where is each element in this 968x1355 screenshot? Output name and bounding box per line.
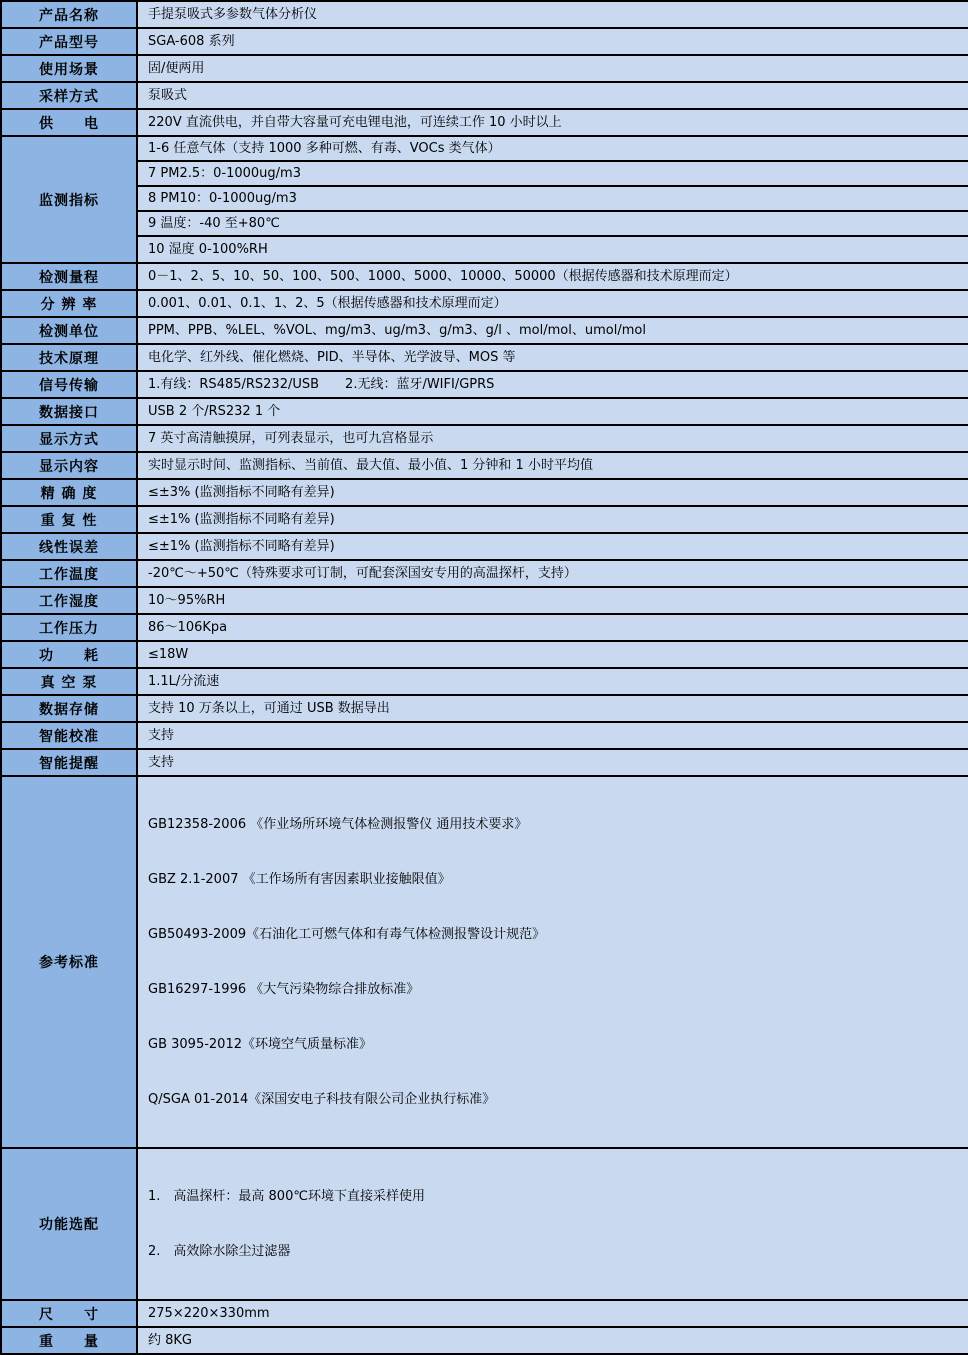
spec-row-smart-reminder [2, 750, 968, 777]
optional-feature-item: 2. 高效除水除尘过滤器 [148, 1243, 291, 1259]
row-value: PPM、PPB、%LEL、%VOL、mg/m3、ug/m3、g/m3、g/l 、mol/mol、umol/mol [138, 318, 968, 343]
row-label: 参考标准 [2, 777, 138, 1147]
spec-row-accuracy [2, 480, 968, 507]
spec-row-linearity-error [2, 534, 968, 561]
row-label: 功能选配 [2, 1149, 138, 1299]
reference-standard-item: Q/SGA 01-2014《深国安电子科技有限公司企业执行标准》 [148, 1091, 496, 1107]
spec-row-data-storage [2, 696, 968, 723]
reference-standard-item: GB16297-1996 《大气污染物综合排放标准》 [148, 981, 420, 997]
spec-row-reference-standards [2, 777, 968, 1149]
spec-row-data-interface [2, 399, 968, 426]
row-value: 7 英寸高清触摸屏，可列表显示，也可九宫格显示 [138, 426, 968, 451]
reference-standard-item: GBZ 2.1-2007 《工作场所有害因素职业接触限值》 [148, 871, 451, 887]
spec-row-resolution [2, 291, 968, 318]
row-value: 1.1L/分流速 [138, 669, 968, 694]
row-label: 线性误差 [2, 534, 138, 559]
monitoring-indicator-item: 8 PM10：0-1000ug/m3 [138, 187, 968, 212]
row-value: 275×220×330mm [138, 1301, 968, 1326]
spec-row-monitoring-indicators [2, 137, 968, 264]
reference-standard-item: GB50493-2009《石油化工可燃气体和有毒气体检测报警设计规范》 [148, 926, 546, 942]
row-label: 显示方式 [2, 426, 138, 451]
row-label: 重 复 性 [2, 507, 138, 532]
row-value: -20℃～+50℃（特殊要求可订制，可配套深国安专用的高温探杆，支持） [138, 561, 968, 586]
row-label: 数据存储 [2, 696, 138, 721]
row-value: 手提泵吸式多参数气体分析仪 [138, 2, 968, 27]
row-label: 精 确 度 [2, 480, 138, 505]
spec-row-display-content [2, 453, 968, 480]
spec-row-vacuum-pump [2, 669, 968, 696]
spec-row-power [2, 110, 968, 137]
spec-row-working-humidity [2, 588, 968, 615]
row-label: 检测量程 [2, 264, 138, 289]
optional-feature-item: 1. 高温探杆：最高 800℃环境下直接采样使用 [148, 1188, 425, 1204]
spec-row-detection-range [2, 264, 968, 291]
row-value: ≤±1% (监测指标不同略有差异) [138, 534, 968, 559]
row-label: 数据接口 [2, 399, 138, 424]
row-label: 工作压力 [2, 615, 138, 640]
monitoring-indicator-item: 10 湿度 0-100%RH [148, 242, 268, 257]
row-label: 信号传输 [2, 372, 138, 397]
row-label: 真 空 泵 [2, 669, 138, 694]
row-value: 固/便两用 [138, 56, 968, 81]
optional-feature-list [138, 1149, 968, 1299]
spec-row-smart-calibration [2, 723, 968, 750]
spec-row-detection-unit [2, 318, 968, 345]
row-value: 220V 直流供电，并自带大容量可充电锂电池，可连续工作 10 小时以上 [138, 110, 968, 135]
row-value: 实时显示时间、监测指标、当前值、最大值、最小值、1 分钟和 1 小时平均值 [138, 453, 968, 478]
row-label: 功 耗 [2, 642, 138, 667]
spec-row-display-mode [2, 426, 968, 453]
spec-row-product-name [2, 2, 968, 29]
row-value: SGA-608 系列 [138, 29, 968, 54]
row-value: 86～106Kpa [138, 615, 968, 640]
row-label: 智能提醒 [2, 750, 138, 775]
row-label: 分 辨 率 [2, 291, 138, 316]
row-value: 约 8KG [138, 1328, 968, 1353]
row-label: 工作湿度 [2, 588, 138, 613]
row-value: 0.001、0.01、0.1、1、2、5（根据传感器和技术原理而定） [138, 291, 968, 316]
row-value: 电化学、红外线、催化燃烧、PID、半导体、光学波导、MOS 等 [138, 345, 968, 370]
reference-standard-item: GB 3095-2012《环境空气质量标准》 [148, 1036, 372, 1052]
row-value: USB 2 个/RS232 1 个 [138, 399, 968, 424]
monitoring-indicator-item: 7 PM2.5：0-1000ug/m3 [138, 162, 968, 187]
row-label: 重 量 [2, 1328, 138, 1353]
row-label: 产品名称 [2, 2, 138, 27]
spec-row-sampling [2, 83, 968, 110]
row-value: ≤±1% (监测指标不同略有差异) [138, 507, 968, 532]
row-label: 工作温度 [2, 561, 138, 586]
spec-row-optional-features [2, 1149, 968, 1301]
row-label: 显示内容 [2, 453, 138, 478]
spec-row-dimensions [2, 1301, 968, 1328]
row-label: 尺 寸 [2, 1301, 138, 1326]
row-value: 1.有线：RS485/RS232/USB 2.无线：蓝牙/WIFI/GPRS [138, 372, 968, 397]
monitoring-indicator-item: 1-6 任意气体（支持 1000 多种可燃、有毒、VOCs 类气体） [138, 137, 968, 162]
row-value: 0－1、2、5、10、50、100、500、1000、5000、10000、50000（根据传感器和技术原理而定） [138, 264, 968, 289]
spec-row-weight [2, 1328, 968, 1355]
row-label: 智能校准 [2, 723, 138, 748]
row-value: 支持 10 万条以上，可通过 USB 数据导出 [138, 696, 968, 721]
spec-row-model [2, 29, 968, 56]
reference-standard-item: GB12358-2006 《作业场所环境气体检测报警仪 通用技术要求》 [148, 816, 528, 832]
spec-row-usage-scene [2, 56, 968, 83]
row-label: 监测指标 [2, 137, 138, 262]
row-value: 10～95%RH [138, 588, 968, 613]
spec-row-working-pressure [2, 615, 968, 642]
spec-row-power-consumption [2, 642, 968, 669]
reference-standard-list [138, 777, 968, 1147]
monitoring-indicator-list [138, 137, 968, 262]
row-label: 检测单位 [2, 318, 138, 343]
row-label: 采样方式 [2, 83, 138, 108]
row-value: ≤±3% (监测指标不同略有差异) [138, 480, 968, 505]
row-label: 供 电 [2, 110, 138, 135]
row-value: 支持 [138, 750, 968, 775]
row-value: ≤18W [138, 642, 968, 667]
row-label: 产品型号 [2, 29, 138, 54]
spec-row-working-temperature [2, 561, 968, 588]
spec-row-technology [2, 345, 968, 372]
monitoring-indicator-item: 9 温度：-40 至+80℃ [138, 212, 968, 237]
row-label: 技术原理 [2, 345, 138, 370]
spec-row-signal-transmission [2, 372, 968, 399]
spec-row-repeatability [2, 507, 968, 534]
row-value: 支持 [138, 723, 968, 748]
row-label: 使用场景 [2, 56, 138, 81]
row-value: 泵吸式 [138, 83, 968, 108]
